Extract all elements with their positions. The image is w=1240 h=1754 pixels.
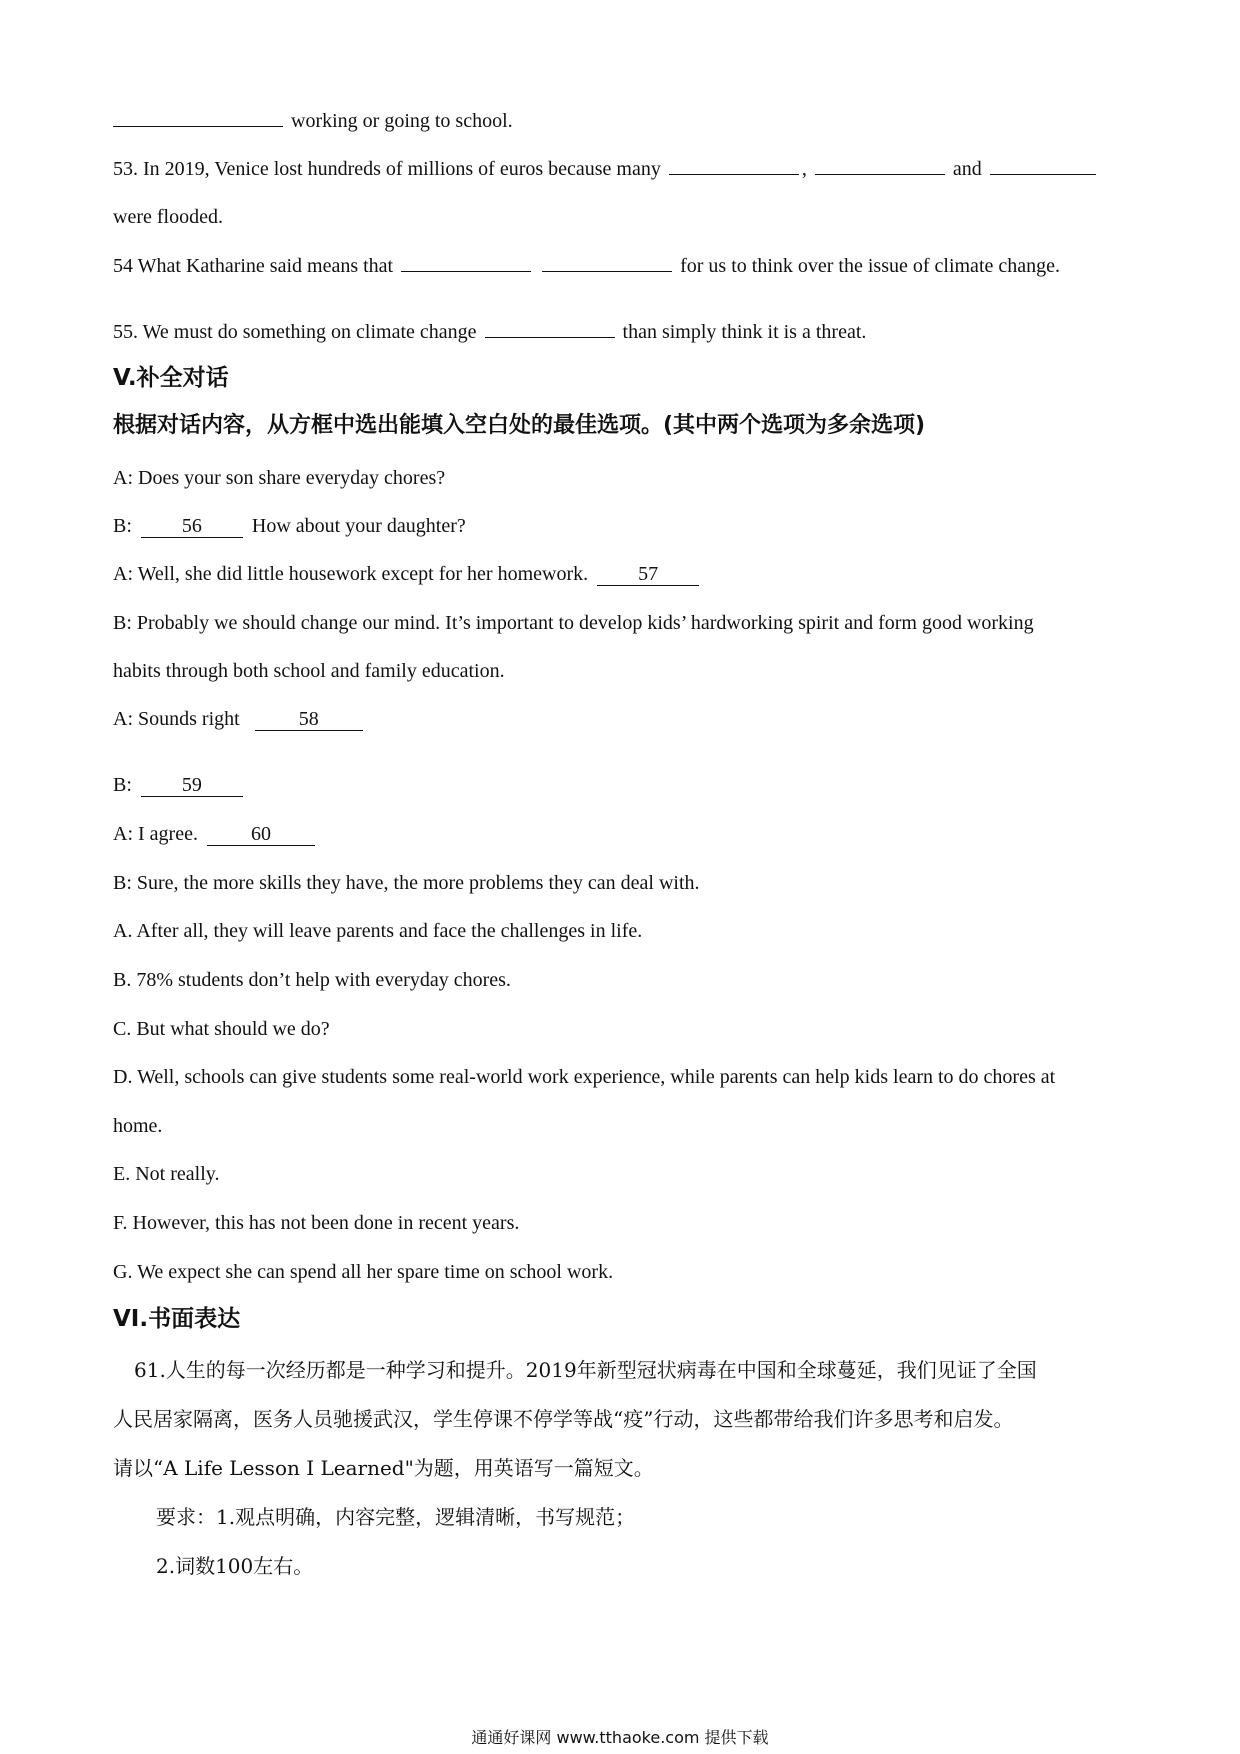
- question-text: 55. We must do something on climate change: [113, 321, 477, 343]
- question-text: than simply think it is a threat.: [622, 321, 867, 343]
- answer-blank[interactable]: [990, 154, 1096, 175]
- option-c: C. But what should we do?: [113, 1018, 330, 1040]
- writing-prompt-line: 61.人生的每一次经历都是一种学习和提升。2019年新型冠状病毒在中国和全球蔓延，我们见证了全国: [134, 1358, 1037, 1382]
- dialogue-line: [113, 820, 319, 848]
- section-6-title: VI.书面表达: [113, 1306, 241, 1332]
- question-text: ,: [801, 158, 807, 180]
- question-52-tail: [113, 106, 513, 135]
- speaker-label: B:: [113, 774, 132, 796]
- dialogue-line: [113, 512, 466, 540]
- answer-blank[interactable]: [669, 154, 799, 175]
- blank-58[interactable]: 58: [255, 708, 363, 731]
- option-e: E. Not really.: [113, 1163, 220, 1185]
- question-text: working or going to school.: [291, 110, 513, 132]
- question-54: [113, 251, 1060, 280]
- dialogue-text: A: I agree.: [113, 823, 198, 845]
- blank-57[interactable]: 57: [597, 563, 699, 586]
- blank-60[interactable]: 60: [207, 823, 315, 846]
- question-text: 53. In 2019, Venice lost hundreds of millions of euros because many: [113, 158, 661, 180]
- section-5-instruction: 根据对话内容，从方框中选出能填入空白处的最佳选项。(其中两个选项为多余选项): [113, 413, 926, 438]
- answer-blank[interactable]: [815, 154, 945, 175]
- question-53: [113, 154, 1099, 183]
- writing-prompt-line: 请以“A Life Lesson I Learned"为题，用英语写一篇短文。: [113, 1456, 654, 1480]
- option-d: D. Well, schools can give students some real-world work experience, while parents can help kids learn to do chores at: [113, 1066, 1056, 1088]
- blank-59[interactable]: 59: [141, 774, 243, 797]
- blank-56[interactable]: 56: [141, 515, 243, 538]
- question-53-continued: [113, 203, 223, 231]
- answer-blank[interactable]: [542, 251, 672, 272]
- section-5-title: V.补全对话: [113, 365, 229, 391]
- writing-prompt-line: 人民居家隔离，医务人员驰援武汉，学生停课不停学等战“疫”行动，这些都带给我们许多思考和启发。: [113, 1407, 1014, 1431]
- option-b: B. 78% students don’t help with everyday chores.: [113, 969, 511, 991]
- question-55: [113, 317, 866, 346]
- dialogue-line: [113, 560, 703, 588]
- option-g: G. We expect she can spend all her spare time on school work.: [113, 1261, 614, 1283]
- dialogue-text: How about your daughter?: [251, 515, 466, 537]
- dialogue-line: A: Does your son share everyday chores?: [113, 467, 446, 489]
- answer-blank[interactable]: [113, 106, 283, 127]
- question-text: 54 What Katharine said means that: [113, 255, 394, 277]
- dialogue-text: A: Sounds right: [113, 708, 240, 730]
- answer-blank[interactable]: [401, 251, 531, 272]
- option-f: F. However, this has not been done in recent years.: [113, 1212, 520, 1234]
- speaker-label: B:: [113, 515, 132, 537]
- answer-blank[interactable]: [485, 317, 615, 338]
- dialogue-line: B: Sure, the more skills they have, the more problems they can deal with.: [113, 872, 700, 894]
- option-a: A. After all, they will leave parents and face the challenges in life.: [113, 920, 643, 942]
- dialogue-line: [113, 705, 367, 733]
- question-text: and: [952, 158, 982, 180]
- dialogue-line: B: Probably we should change our mind. It’s important to develop kids’ hardworking spirit and form good working: [113, 612, 1034, 634]
- dialogue-line: habits through both school and family education.: [113, 660, 505, 682]
- writing-requirement: 2.词数100左右。: [156, 1554, 314, 1578]
- dialogue-line: [113, 771, 247, 799]
- writing-requirement: 要求：1.观点明确，内容完整，逻辑清晰，书写规范；: [156, 1505, 636, 1529]
- option-d-continued: home.: [113, 1115, 163, 1137]
- dialogue-text: A: Well, she did little housework except for her homework.: [113, 563, 589, 585]
- question-text: for us to think over the issue of climate change.: [680, 255, 1061, 277]
- question-text: were flooded.: [113, 206, 223, 228]
- page-footer: 通通好课网 www.tthaoke.com 提供下载: [471, 1728, 769, 1747]
